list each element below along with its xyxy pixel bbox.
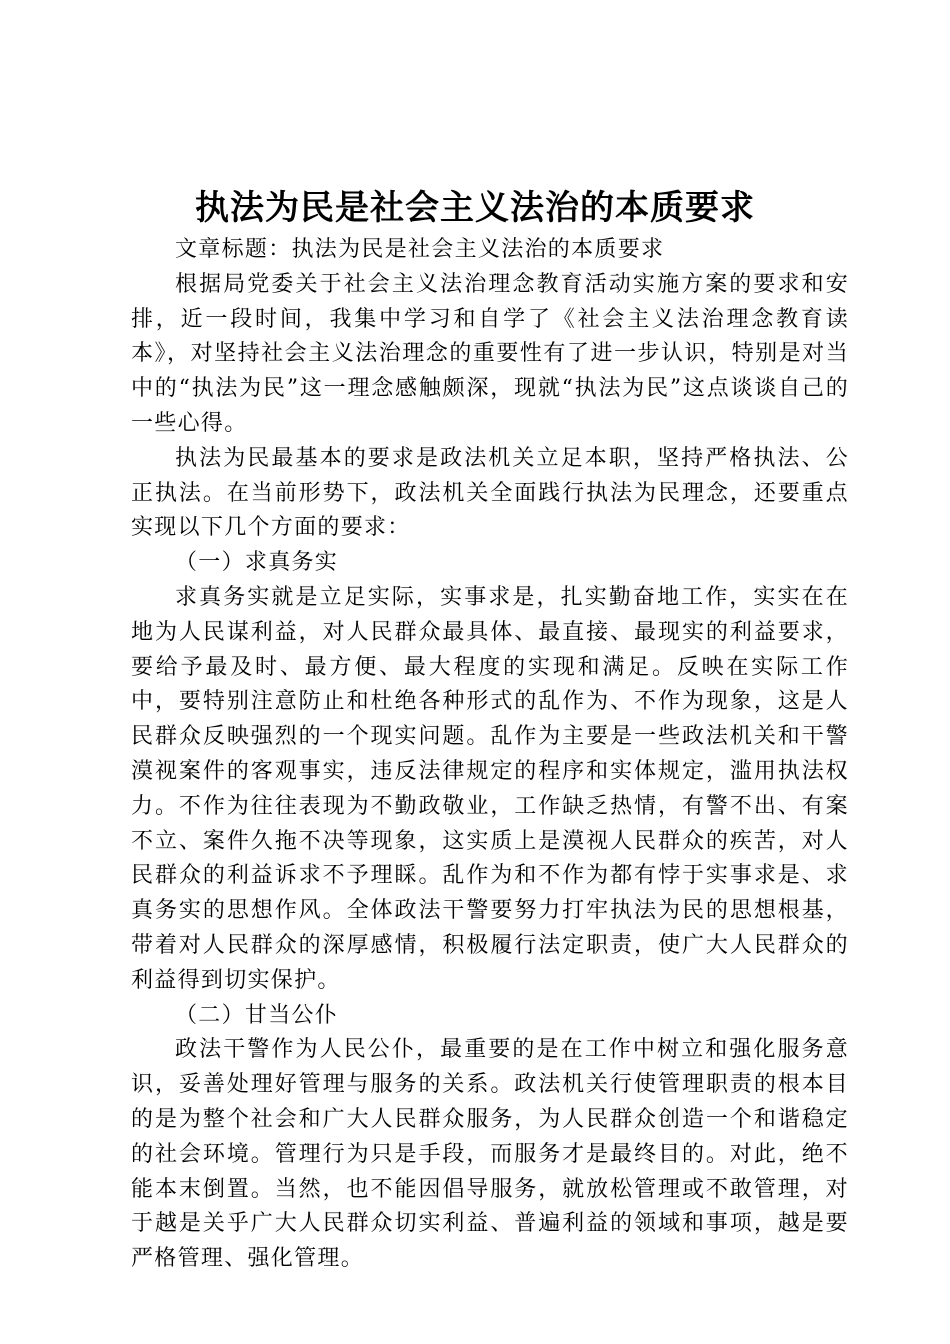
article-title-line: 文章标题：执法为民是社会主义法治的本质要求 bbox=[175, 237, 665, 262]
paragraph-requirements: 执法为民最基本的要求是政法机关立足本职，坚持严格执法、公正执法。在当前形势下，政法机关全面践行执法为民理念，还要重点实现以下几个方面的要求： bbox=[131, 445, 849, 541]
document-title: 执法为民是社会主义法治的本质要求 bbox=[195, 188, 755, 228]
document-body bbox=[131, 233, 849, 1277]
paragraph-section-1: 求真务实就是立足实际，实事求是，扎实勤奋地工作，实实在在地为人民谋利益，对人民群众最具体、最直接、最现实的利益要求，要给予最及时、最方便、最大程度的实现和满足。反映在实际工作中，要特别注意防止和杜绝各种形式的乱作为、不作为现象，这是人民群众反映强烈的一个现实问题。乱作为主要是一些政法机关和干警漠视案件的客观事实，违反法律规定的程序和实体规定，滥用执法权力。不作为往往表现为不勤政敬业，工作缺乏热情，有警不出、有案不立、案件久拖不决等现象，这实质上是漠视人民群众的疾苦，对人民群众的利益诉求不予理睬。乱作为和不作为都有悖于实事求是、求真务实的思想作风。全体政法干警要努力打牢执法为民的思想根基，带着对人民群众的深厚感情，积极履行法定职责，使广大人民群众的利益得到切实保护。 bbox=[131, 584, 849, 993]
section-heading-2: （二）甘当公仆 bbox=[175, 1002, 339, 1028]
section-heading-1: （一）求真务实 bbox=[175, 550, 339, 576]
paragraph-section-2: 政法干警作为人民公仆，最重要的是在工作中树立和强化服务意识，妥善处理好管理与服务的关系。政法机关行使管理职责的根本目的是为整个社会和广大人民群众服务，为人民群众创造一个和谐稳定的社会环境。管理行为只是手段，而服务才是最终目的。对此，绝不能本末倒置。当然，也不能因倡导服务，就放松管理或不敢管理，对于越是关乎广大人民群众切实利益、普遍利益的领域和事项，越是要严格管理、强化管理。 bbox=[131, 1037, 849, 1272]
paragraph-intro: 根据局党委关于社会主义法治理念教育活动实施方案的要求和安排，近一段时间，我集中学习和自学了《社会主义法治理念教育读本》，对坚持社会主义法治理念的重要性有了进一步认识，特别是对当中的“执法为民”这一理念感触颇深，现就“执法为民”这点谈谈自己的一些心得。 bbox=[131, 271, 849, 436]
